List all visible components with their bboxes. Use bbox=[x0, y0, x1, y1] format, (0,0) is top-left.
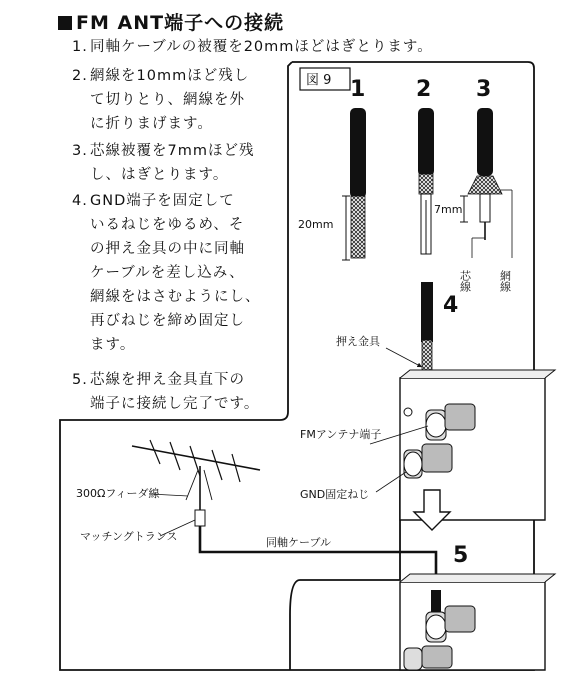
step-number-1: 1 bbox=[350, 77, 366, 102]
clamp-label: 押え金具 bbox=[336, 335, 380, 348]
shield-wire-label: 網線 bbox=[498, 270, 512, 292]
step-number-4: 4 bbox=[443, 293, 459, 318]
cable-1-illustration bbox=[350, 108, 366, 258]
figure-label: 図 9 bbox=[306, 73, 332, 88]
matching-transformer-label: マッチングトランス bbox=[80, 530, 178, 543]
step-number-3: 3 bbox=[476, 77, 492, 102]
step-number-5: 5 bbox=[453, 543, 469, 568]
coax-cable-label: 同軸ケーブル bbox=[266, 536, 332, 549]
fm-terminal-label: FMアンテナ端子 bbox=[300, 428, 382, 441]
step-3: 3. 芯線被覆を7mmほど残 し、はぎとります。 bbox=[72, 143, 255, 183]
terminal-panel-4 bbox=[400, 370, 555, 520]
cable-2-illustration bbox=[418, 108, 434, 254]
cable-3-illustration bbox=[460, 108, 512, 258]
step-4: 4. GND端子を固定して いるねじをゆるめ、そ の押え金具の中に同軸 ケーブルを差し込み、 網線をはさむようにし、 再びねじを締め固定し ます。 bbox=[72, 193, 261, 353]
antenna-illustration bbox=[132, 440, 436, 590]
core-wire-label: 芯線 bbox=[458, 270, 472, 292]
terminal-panel-5 bbox=[400, 574, 555, 670]
dimension-20mm: 20mm bbox=[298, 218, 334, 231]
dimension-7mm: 7mm bbox=[434, 203, 463, 216]
section-heading: FM ANT端子への接続 bbox=[58, 8, 284, 35]
step-1: 1. 同軸ケーブルの被覆を20mmほどはぎとります。 bbox=[72, 39, 433, 55]
step-number-2: 2 bbox=[416, 77, 432, 102]
feeder-label: 300Ωフィーダ線 bbox=[76, 487, 160, 500]
gnd-screw-label: GND固定ねじ bbox=[300, 488, 370, 501]
step-2: 2. 網線を10mmほど残し て切りとり、網線を外 に折りまげます。 bbox=[72, 68, 250, 132]
step-5: 5. 芯線を押え金具直下の 端子に接続し完了です。 bbox=[72, 372, 260, 412]
